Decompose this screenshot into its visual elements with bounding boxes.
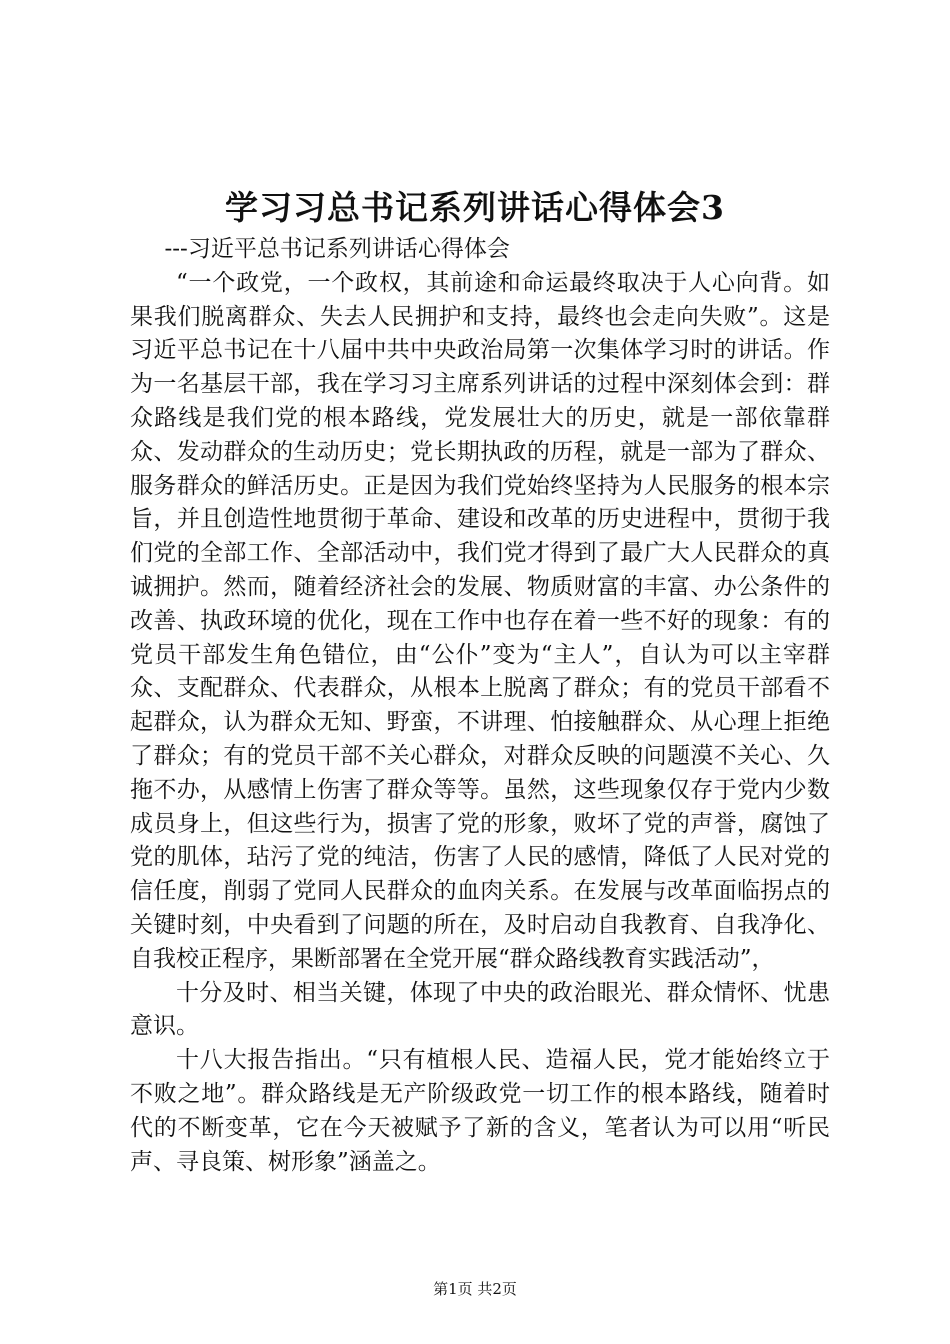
body-paragraph-2: 十分及时、相当关键，体现了中央的政治眼光、群众情怀、忧患意识。	[130, 979, 830, 1040]
document-subtitle: ---习近平总书记系列讲话心得体会	[164, 236, 510, 262]
body-paragraph-1: “一个政党，一个政权，其前途和命运最终取决于人心向背。如果我们脱离群众、失去人民拥护和支持，最终也会走向失败”。这是习近平总书记在十八届中共中央政治局第一次集体学习时的讲话。作为一名基层干部，我在学习习主席系列讲话的过程中深刻体会到：群众路线是我们党的根本路线，党发展壮大的历史，就是一部依靠群众、发动群众的生动历史；党长期执政的历程，就是一部为了群众、服务群众的鲜活历史。正是因为我们党始终坚持为人民服务的根本宗旨，并且创造性地贯彻于革命、建设和改革的历史进程中，贯彻于我们党的全部工作、全部活动中，我们党才得到了最广大人民群众的真诚拥护。然而，随着经济社会的发展、物质财富的丰富、办公条件的改善、执政环境的优化，现在工作中也存在着一些不好的现象：有的党员干部发生角色错位，由“公仆”变为“主人”，自认为可以主宰群众、支配群众、代表群众，从根本上脱离了群众；有的党员干部看不起群众，认为群众无知、野蛮，不讲理、怕接触群众、从心理上拒绝了群众；有的党员干部不关心群众，对群众反映的问题漠不关心、久拖不办，从感情上伤害了群众等等。虽然，这些现象仅存于党内少数成员身上，但这些行为，损害了党的形象，败坏了党的声誉，腐蚀了党的肌体，玷污了党的纯洁，伤害了人民的感情，降低了人民对党的信任度，削弱了党同人民群众的血肉关系。在发展与改革面临拐点的关键时刻，中央看到了问题的所在，及时启动自我教育、自我净化、自我校正程序，果断部署在全党开展“群众路线教育实践活动”，	[130, 269, 830, 972]
document-body	[130, 233, 830, 1179]
page-footer: 第1页 共2页	[433, 1280, 517, 1298]
document-title: 学习习总书记系列讲话心得体会3	[225, 188, 725, 227]
body-paragraph-3: 十八大报告指出。“只有植根人民、造福人民，党才能始终立于不败之地”。群众路线是无产阶级政党一切工作的根本路线，随着时代的不断变革，它在今天被赋予了新的含义，笔者认为可以用“听民声、寻良策、树形象”涵盖之。	[130, 1047, 830, 1175]
